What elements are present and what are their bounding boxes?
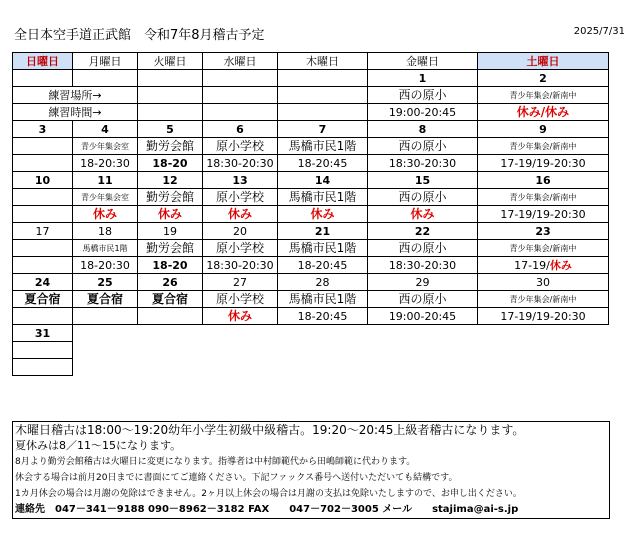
issue-date: 2025/7/31 xyxy=(573,26,625,37)
week4-days-row xyxy=(13,223,609,240)
place-cell: 夏合宿 xyxy=(138,291,203,308)
header xyxy=(0,0,633,48)
place-cell: 青少年集会/新南中 xyxy=(478,240,609,257)
notes-box xyxy=(12,421,610,519)
place-cell: 西の原小 xyxy=(368,240,478,257)
time-cell: 18-20:30 xyxy=(73,155,138,172)
week2-place-row xyxy=(13,138,609,155)
day-cell: 25 xyxy=(73,274,138,291)
day-cell: 7 xyxy=(278,121,368,138)
place-cell: 青少年集会/新南中 xyxy=(478,291,609,308)
day-cell: 1 xyxy=(368,70,478,87)
day-cell xyxy=(203,70,278,87)
day-cell: 14 xyxy=(278,172,368,189)
place-cell: 青少年集会/新南中 xyxy=(478,87,609,104)
place-cell xyxy=(13,189,73,206)
schedule-table xyxy=(12,52,609,376)
cancelled-label: 休み xyxy=(549,258,572,272)
day-cell: 6 xyxy=(203,121,278,138)
week3-days-row xyxy=(13,172,609,189)
day-cell: 3 xyxy=(13,121,73,138)
place-cell: 馬橋市民1階 xyxy=(278,189,368,206)
time-cell xyxy=(13,206,73,223)
day-cell: 17 xyxy=(13,223,73,240)
time-cell: 休み xyxy=(203,206,278,223)
day-cell: 15 xyxy=(368,172,478,189)
day-cell: 9 xyxy=(478,121,609,138)
week5-time-row xyxy=(13,308,609,325)
time-cell xyxy=(478,257,609,274)
time-cell xyxy=(13,308,73,325)
place-cell: 青少年集会/新南中 xyxy=(478,138,609,155)
week2-time-row xyxy=(13,155,609,172)
place-cell: 西の原小 xyxy=(368,189,478,206)
week1-days-row xyxy=(13,70,609,87)
day-cell: 10 xyxy=(13,172,73,189)
day-cell: 2 xyxy=(478,70,609,87)
day-cell: 5 xyxy=(138,121,203,138)
week3-time-row xyxy=(13,206,609,223)
day-cell: 16 xyxy=(478,172,609,189)
place-label: 練習場所→ xyxy=(13,87,138,104)
note-line: 木曜日稽古は18:00～19:20幼年小学生初級中級稽古。19:20～20:45上級者稽古になります。 xyxy=(15,423,525,437)
week6-time-row xyxy=(13,359,609,376)
place-cell: 原小学校 xyxy=(203,138,278,155)
time-cell: 18-20 xyxy=(138,155,203,172)
time-cell xyxy=(73,308,138,325)
place-cell: 原小学校 xyxy=(203,240,278,257)
time-cell xyxy=(13,155,73,172)
day-cell: 20 xyxy=(203,223,278,240)
week1-place-row xyxy=(13,87,609,104)
day-cell: 24 xyxy=(13,274,73,291)
time-cell: 休み xyxy=(138,206,203,223)
page-title: 全日本空手道正武館 令和7年8月稽古予定 xyxy=(14,28,265,43)
note-line: 8月より勤労会館稽古は火曜日に変更になります。指導者は中村師範代から田嶋師範に代わります。 xyxy=(15,457,416,467)
time-cell: 休み/休み xyxy=(478,104,609,121)
week2-days-row xyxy=(13,121,609,138)
day-cell: 11 xyxy=(73,172,138,189)
day-cell: 31 xyxy=(13,325,73,342)
time-cell: 18:30-20:30 xyxy=(368,257,478,274)
time-cell: 18-20:45 xyxy=(278,308,368,325)
day-cell: 19 xyxy=(138,223,203,240)
week5-days-row xyxy=(13,274,609,291)
week4-time-row xyxy=(13,257,609,274)
time-cell xyxy=(13,257,73,274)
place-cell: 勤労会館 xyxy=(138,138,203,155)
contact-line: 連絡先 047－341－9188 090－8962－3182 FAX 047－702－3005 メール stajima@ai-s.jp xyxy=(15,504,519,515)
day-cell xyxy=(278,70,368,87)
day-cell: 29 xyxy=(368,274,478,291)
day-cell: 21 xyxy=(278,223,368,240)
place-cell: 馬橋市民1階 xyxy=(73,240,138,257)
note-line: 夏休みは8／11～15になります。 xyxy=(15,439,182,452)
week6-days-row xyxy=(13,325,609,342)
weekday-wednesday: 水曜日 xyxy=(203,53,278,70)
time-cell: 19:00-20:45 xyxy=(368,104,478,121)
place-cell: 青少年集会室 xyxy=(73,189,138,206)
place-cell: 勤労会館 xyxy=(138,189,203,206)
place-cell xyxy=(13,138,73,155)
weekday-header-row xyxy=(13,53,609,70)
time-cell: 18-20:30 xyxy=(73,257,138,274)
place-cell xyxy=(13,240,73,257)
weekday-saturday: 土曜日 xyxy=(478,53,609,70)
note-line: 1カ月休会の場合は月謝の免除はできません。2ヶ月以上休会の場合は月謝の支払は免除いたしますので、お申し出ください。 xyxy=(15,489,522,499)
time-cell xyxy=(138,308,203,325)
week3-place-row xyxy=(13,189,609,206)
time-cell: 休み xyxy=(73,206,138,223)
place-cell: 夏合宿 xyxy=(73,291,138,308)
time-cell: 休み xyxy=(368,206,478,223)
weekday-tuesday: 火曜日 xyxy=(138,53,203,70)
time-cell: 18:30-20:30 xyxy=(203,257,278,274)
time-cell: 18-20 xyxy=(138,257,203,274)
place-cell: 原小学校 xyxy=(203,189,278,206)
time-cell: 17-19/19-20:30 xyxy=(478,206,609,223)
time-cell: 18-20:45 xyxy=(278,155,368,172)
place-cell: 青少年集会室 xyxy=(73,138,138,155)
place-cell: 西の原小 xyxy=(368,87,478,104)
place-cell: 青少年集会/新南中 xyxy=(478,189,609,206)
time-cell: 休み xyxy=(203,308,278,325)
time-label: 練習時間→ xyxy=(13,104,138,121)
place-cell: 馬橋市民1階 xyxy=(278,138,368,155)
weekday-thursday: 木曜日 xyxy=(278,53,368,70)
day-cell: 13 xyxy=(203,172,278,189)
day-cell: 4 xyxy=(73,121,138,138)
place-cell: 夏合宿 xyxy=(13,291,73,308)
day-cell: 23 xyxy=(478,223,609,240)
day-cell: 22 xyxy=(368,223,478,240)
place-cell: 馬橋市民1階 xyxy=(278,240,368,257)
day-cell xyxy=(138,70,203,87)
place-cell: 原小学校 xyxy=(203,291,278,308)
place-cell: 勤労会館 xyxy=(138,240,203,257)
time-cell: 17-19/19-20:30 xyxy=(478,308,609,325)
weekday-friday: 金曜日 xyxy=(368,53,478,70)
time-cell: 18-20:45 xyxy=(278,257,368,274)
week5-place-row xyxy=(13,291,609,308)
week1-time-row xyxy=(13,104,609,121)
place-cell: 西の原小 xyxy=(368,138,478,155)
day-cell xyxy=(13,70,73,87)
weekday-monday: 月曜日 xyxy=(73,53,138,70)
day-cell: 30 xyxy=(478,274,609,291)
day-cell: 18 xyxy=(73,223,138,240)
time-cell: 18:30-20:30 xyxy=(203,155,278,172)
week6-place-row xyxy=(13,342,609,359)
day-cell: 28 xyxy=(278,274,368,291)
day-cell: 27 xyxy=(203,274,278,291)
day-cell: 12 xyxy=(138,172,203,189)
time-cell: 17-19/19-20:30 xyxy=(478,155,609,172)
time-cell: 19:00-20:45 xyxy=(368,308,478,325)
weekday-sunday: 日曜日 xyxy=(13,53,73,70)
place-cell: 西の原小 xyxy=(368,291,478,308)
time-cell: 休み xyxy=(278,206,368,223)
day-cell: 26 xyxy=(138,274,203,291)
day-cell xyxy=(73,70,138,87)
time-part: 17-19/ xyxy=(514,258,550,272)
time-cell: 18:30-20:30 xyxy=(368,155,478,172)
place-cell: 馬橋市民1階 xyxy=(278,291,368,308)
note-line: 休会する場合は前月20日までに書面にてご連絡ください。下記ファックス番号へ送付いただいても結構です。 xyxy=(15,473,458,483)
week4-place-row xyxy=(13,240,609,257)
day-cell: 8 xyxy=(368,121,478,138)
